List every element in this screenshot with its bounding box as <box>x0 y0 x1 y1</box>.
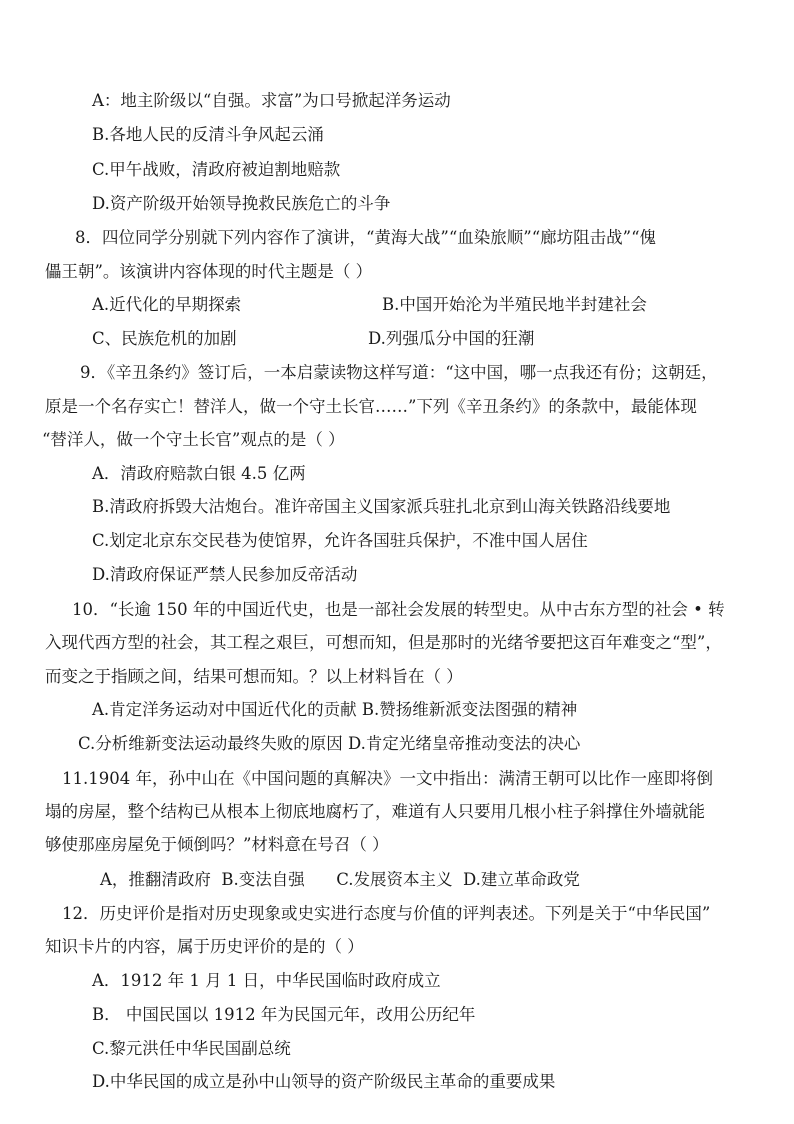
q10-stem-line-1: 10．“长逾 150 年的中国近代史，也是一部社会发展的转型史。从中古东方型的社会 • 转 <box>72 600 725 619</box>
q9-stem-line-1: 9．《辛丑条约》签订后，一本启蒙读物这样写道：“这中国，哪一点我还有份；这朝廷， <box>80 363 718 382</box>
q11-options: A，推翻清政府 B.变法自强 C.发展资本主义 D.建立革命政党 <box>100 870 580 889</box>
q8-stem-line-2: 儡王朝”。该演讲内容体现的时代主题是（ ） <box>45 262 373 281</box>
q8-option-a: A.近代化的早期探索 <box>92 295 242 314</box>
q10-option-ab: A.肯定洋务运动对中国近代化的贡献 B.赞扬维新派变法图强的精神 <box>92 700 578 719</box>
q12-option-b: B． 中国民国以 1912 年为民国元年，改用公历纪年 <box>92 1005 476 1024</box>
q10-stem-line-2: 入现代西方型的社会，其工程之艰巨，可想而知，但是那时的光绪爷要把这百年难变之“型”， <box>45 633 722 652</box>
q7-option-c: C.甲午战败，清政府被迫割地赔款 <box>92 160 341 179</box>
q9-option-b: B.清政府拆毁大沽炮台。准许帝国主义国家派兵驻扎北京到山海关铁路沿线要地 <box>92 497 671 516</box>
q7-option-d: D.资产阶级开始领导挽救民族危亡的斗争 <box>92 194 391 213</box>
q7-option-a: A：地主阶级以“自强。求富”为口号掀起洋务运动 <box>92 91 451 110</box>
q11-stem-line-1: 11.1904 年，孙中山在《中国问题的真解决》一文中指出：满清王朝可以比作一座即将倒 <box>62 769 713 788</box>
q9-option-d: D.清政府保证严禁人民参加反帝活动 <box>92 565 358 584</box>
q8-option-b: B.中国开始沦为半殖民地半封建社会 <box>382 295 647 314</box>
q12-option-c: C.黎元洪任中华民国副总统 <box>92 1039 291 1058</box>
q8-option-d: D.列强瓜分中国的狂潮 <box>368 329 535 348</box>
q8-option-c: C、民族危机的加剧 <box>92 329 237 348</box>
q9-option-c: C.划定北京东交民巷为使馆界，允许各国驻兵保护，不准中国人居住 <box>92 531 588 550</box>
q10-option-cd: C.分析维新变法运动最终失败的原因 D.肯定光绪皇帝推动变法的决心 <box>78 734 581 753</box>
q11-stem-line-2: 塌的房屋，整个结构已从根本上彻底地腐朽了，难道有人只要用几根小柱子斜撑住外墙就能 <box>45 802 705 821</box>
q12-option-d: D.中华民国的成立是孙中山领导的资产阶级民主革命的重要成果 <box>92 1072 556 1091</box>
q12-stem-line-2: 知识卡片的内容，属于历史评价的是的（ ） <box>45 937 364 956</box>
q9-stem-line-2: 原是一个名存实亡！替洋人，做一个守土长官……”下列《辛丑条约》的条款中，最能体现 <box>45 397 697 416</box>
q7-option-b: B.各地人民的反清斗争风起云涌 <box>92 125 324 144</box>
q9-option-a: A．清政府赔款白银 4.5 亿两 <box>92 464 306 483</box>
q11-stem-line-3: 够使那座房屋免于倾倒吗？”材料意在号召（ ） <box>45 835 389 854</box>
q10-stem-line-3: 而变之于指顾之间，结果可想而知。？以上材料旨在（ ） <box>45 667 463 686</box>
q12-option-a: A．1912 年 1 月 1 日，中华民国临时政府成立 <box>92 971 441 990</box>
q12-stem-line-1: 12．历史评价是指对历史现象或史实进行态度与价值的评判表述。下列是关于“中华民国” <box>62 904 711 923</box>
q8-stem-line-1: 8．四位同学分别就下列内容作了演讲，“黄海大战”“血染旅顺”“廊坊阻击战”“傀 <box>75 228 657 247</box>
q9-stem-line-3: “替洋人，做一个守土长官”观点的是（ ） <box>42 430 345 449</box>
